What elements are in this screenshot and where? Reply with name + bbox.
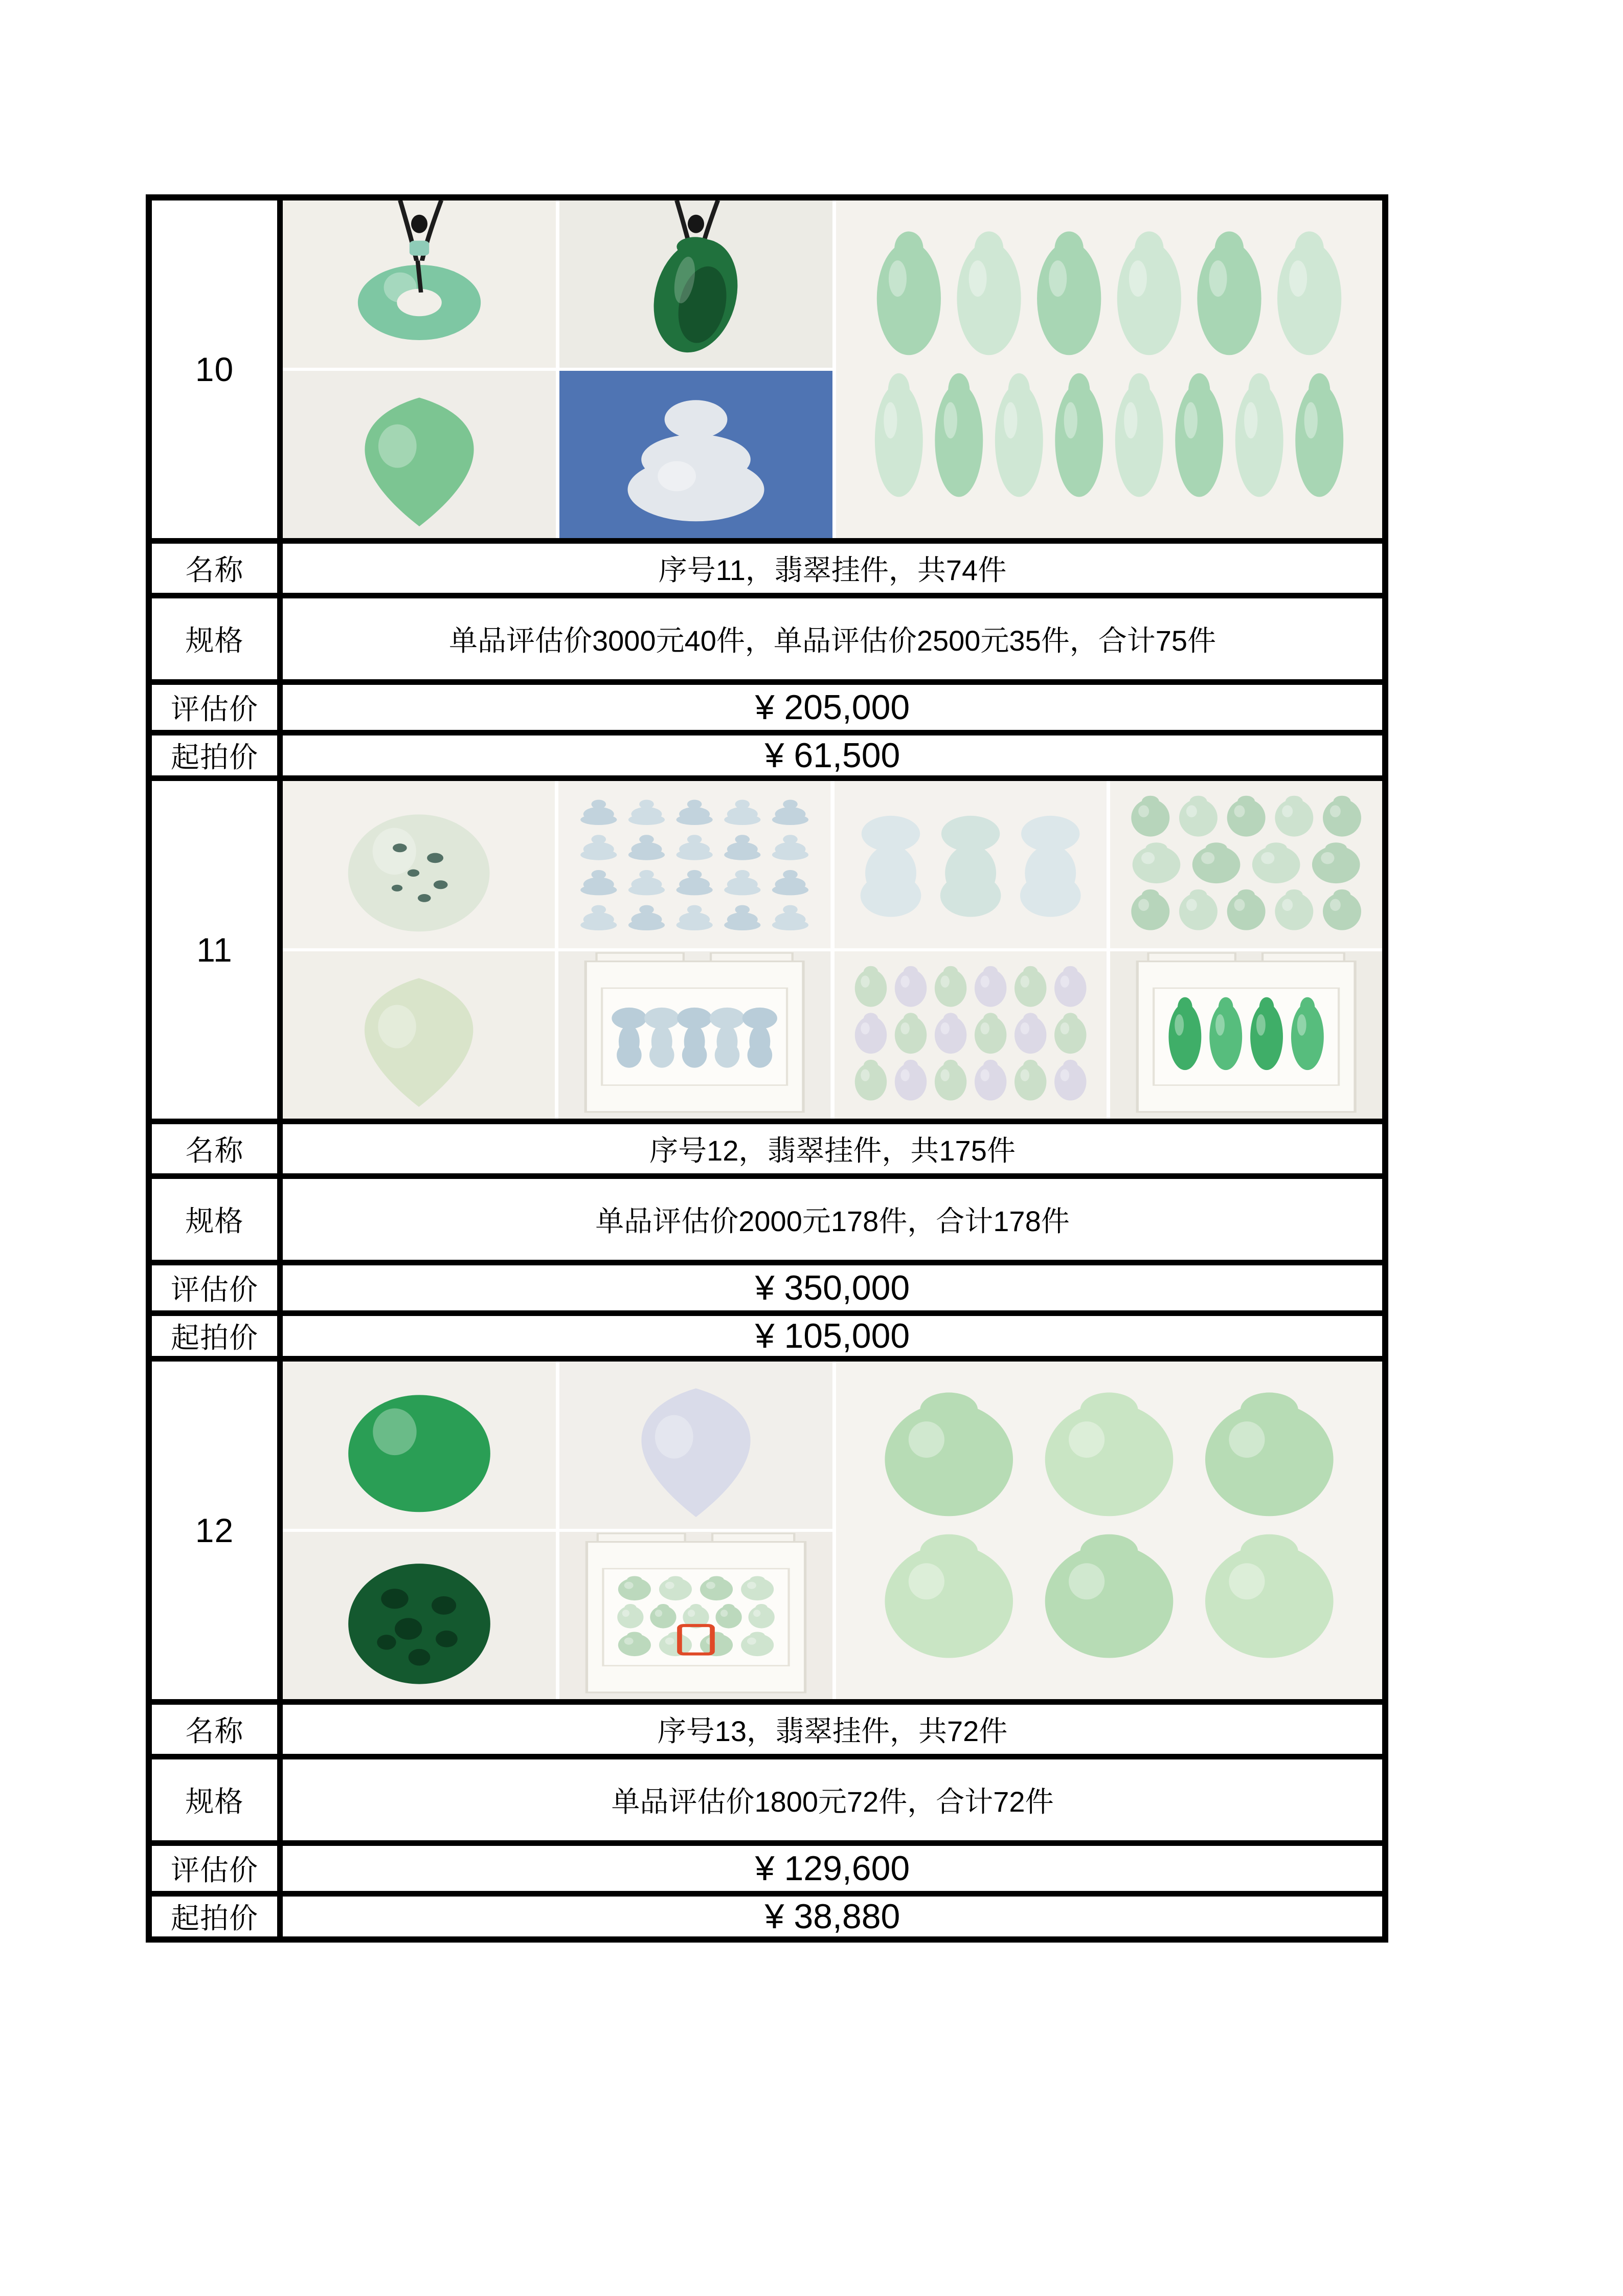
start-price-value: ¥ 61,500: [283, 735, 1382, 775]
photo-column: [283, 200, 556, 538]
boxed-buddha-pendants-photo: [558, 951, 830, 1119]
vivid-green-oval-pendant-photo-art: [283, 1362, 556, 1529]
start-price-row: [152, 1897, 1382, 1936]
name-value: 序号13，翡翠挂件，共72件: [283, 1705, 1382, 1754]
white-buddha-on-blue-photo-art: [559, 371, 832, 538]
name-row: [152, 1705, 1382, 1754]
photo-column: [559, 200, 832, 538]
three-buddha-pendants-photo: [835, 781, 1107, 948]
pale-leaf-pendant-photo-art: [283, 951, 555, 1119]
photo-column: [836, 200, 1382, 538]
eval-label: 评估价: [152, 1846, 277, 1891]
necklace-donut-pendant-photo-art: [283, 200, 556, 368]
speckled-oval-pendant-photo-art: [283, 781, 555, 948]
pendant-group-two-rows-photo-art: [836, 200, 1382, 538]
item-number-cell: 12: [152, 1362, 277, 1699]
start-label: 起拍价: [152, 735, 277, 775]
small-buddha-cluster-photo-art: [558, 781, 830, 948]
oval-pendant-group-photo-art: [835, 951, 1107, 1119]
name-label: 名称: [152, 1705, 277, 1754]
dark-green-pepper-pendant-photo: [559, 200, 832, 368]
spec-row: [152, 1179, 1382, 1260]
green-peach-pendant-photo-art: [283, 371, 556, 538]
six-large-pendants-photo-art: [836, 1362, 1382, 1699]
photo-column: [559, 1362, 832, 1699]
boxed-green-pendants-photo-art: [1110, 951, 1382, 1119]
spec-value: 单品评估价3000元40件，单品评估价2500元35件，合计75件: [283, 598, 1382, 679]
item-number-cell: 10: [152, 200, 277, 538]
item-11-images-row: [152, 781, 1382, 1119]
eval-label: 评估价: [152, 685, 277, 730]
lavender-pendant-photo: [559, 1362, 832, 1529]
spec-label: 规格: [152, 1179, 277, 1260]
eval-price-value: ¥ 129,600: [283, 1846, 1382, 1891]
start-label: 起拍价: [152, 1897, 277, 1936]
eval-price-value: ¥ 350,000: [283, 1265, 1382, 1310]
dark-green-pepper-pendant-photo-art: [559, 200, 832, 368]
spec-value: 单品评估价1800元72件，合计72件: [283, 1759, 1382, 1840]
photo-column: [283, 781, 555, 1119]
item-12-images-row: [152, 1362, 1382, 1699]
start-price-value: ¥ 38,880: [283, 1897, 1382, 1936]
green-peach-pendant-photo: [283, 371, 556, 538]
start-price-row: [152, 735, 1382, 775]
lavender-pendant-photo-art: [559, 1362, 832, 1529]
speckled-oval-pendant-photo: [283, 781, 555, 948]
three-buddha-pendants-photo-art: [835, 781, 1107, 948]
item-10-images-row: [152, 200, 1382, 538]
item-photos-area: [283, 781, 1382, 1119]
photo-column: [835, 781, 1107, 1119]
start-price-value: ¥ 105,000: [283, 1316, 1382, 1356]
item-photos-area: [283, 1362, 1382, 1699]
spec-label: 规格: [152, 598, 277, 679]
photo-column: [1110, 781, 1382, 1119]
pale-leaf-pendant-photo: [283, 951, 555, 1119]
spec-row: [152, 1759, 1382, 1840]
carved-dark-green-pendant-photo: [283, 1532, 556, 1699]
start-price-row: [152, 1316, 1382, 1356]
green-oval-group-photo-art: [1110, 781, 1382, 948]
boxed-small-pendants-red-tag-photo-art: [559, 1532, 832, 1699]
boxed-green-pendants-photo: [1110, 951, 1382, 1119]
name-value: 序号12，翡翠挂件，共175件: [283, 1124, 1382, 1173]
item-photos-area: [283, 200, 1382, 538]
item-number-cell: 11: [152, 781, 277, 1119]
name-value: 序号11，翡翠挂件，共74件: [283, 544, 1382, 593]
name-label: 名称: [152, 544, 277, 593]
carved-dark-green-pendant-photo-art: [283, 1532, 556, 1699]
boxed-buddha-pendants-photo-art: [558, 951, 830, 1119]
eval-label: 评估价: [152, 1265, 277, 1310]
eval-price-row: [152, 685, 1382, 730]
spec-value: 单品评估价2000元178件，合计178件: [283, 1179, 1382, 1260]
eval-price-row: [152, 1265, 1382, 1310]
photo-column: [558, 781, 830, 1119]
white-buddha-on-blue-photo: [559, 371, 832, 538]
photo-column: [283, 1362, 556, 1699]
eval-price-row: [152, 1846, 1382, 1891]
six-large-pendants-photo: [836, 1362, 1382, 1699]
name-label: 名称: [152, 1124, 277, 1173]
spec-row: [152, 598, 1382, 679]
name-row: [152, 544, 1382, 593]
oval-pendant-group-photo: [835, 951, 1107, 1119]
name-row: [152, 1124, 1382, 1173]
green-oval-group-photo: [1110, 781, 1382, 948]
start-label: 起拍价: [152, 1316, 277, 1356]
boxed-small-pendants-red-tag-photo: [559, 1532, 832, 1699]
vivid-green-oval-pendant-photo: [283, 1362, 556, 1529]
photo-column: [836, 1362, 1382, 1699]
spec-label: 规格: [152, 1759, 277, 1840]
necklace-donut-pendant-photo: [283, 200, 556, 368]
catalog-table: [146, 194, 1388, 1943]
pendant-group-two-rows-photo: [836, 200, 1382, 538]
eval-price-value: ¥ 205,000: [283, 685, 1382, 730]
small-buddha-cluster-photo: [558, 781, 830, 948]
